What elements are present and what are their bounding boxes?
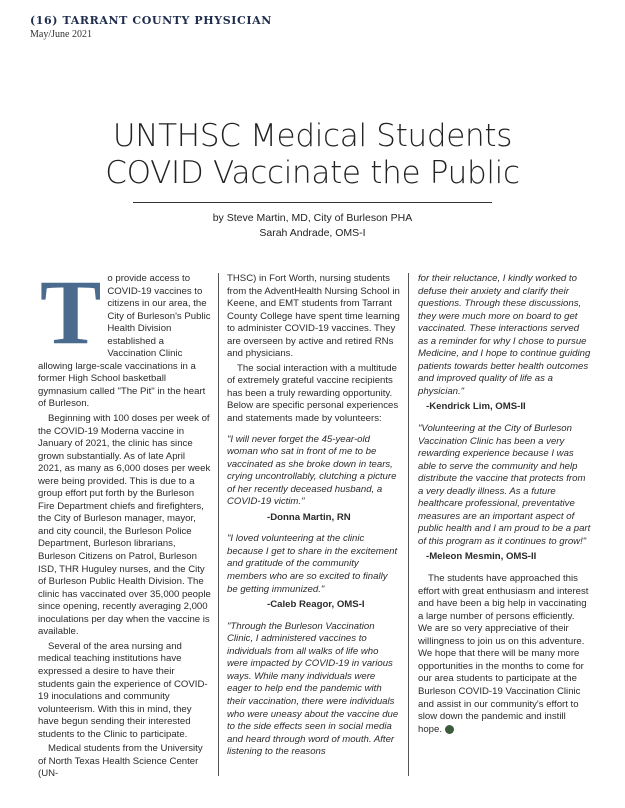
paragraph bbox=[38, 261, 211, 411]
article-title bbox=[0, 118, 625, 192]
paragraph-text: o provide access to COVID-19 vaccines to citizens in our area, the City of Burleson's Public Health Division established a Vaccination Clinic allowing large-scale vaccinations in a former High School basketball gymnasium called "The Pit" in the heart of Burleson. bbox=[38, 273, 211, 410]
paragraph: THSC) in Fort Worth, nursing students from the AdventHealth Nursing School in Keene, and EMT students from Tarrant County College have spent time learning to administer COVID-19 vaccines. They are overseen by active and retired RNs and physicians. bbox=[227, 273, 400, 360]
byline-author-2: Sarah Andrade, OMS-I bbox=[259, 227, 366, 239]
byline bbox=[0, 211, 625, 241]
drop-cap: T bbox=[40, 261, 102, 363]
quote-attribution: -Meleon Mesmin, OMS-II bbox=[426, 551, 537, 563]
quote: "Through the Burleson Vaccination Clinic, I administered vaccines to individuals from all walks of life who were impacted by COVID-19 in various ways. While many individuals were eager to help end the pandemic with their vaccination, there were individuals who were uneasy about the vaccine due to the side effects seen in social media and heard through word of mouth. After listening to the reasons bbox=[227, 620, 399, 758]
column-divider bbox=[408, 273, 409, 776]
paragraph: Several of the area nursing and medical teaching institutions have expressed a desire to have their students gain the experience of COVID-19 inoculations and community volunteerism. With this in mind, they have begun sending their interested students to the Clinic to participate. bbox=[38, 640, 208, 740]
quote-attribution: -Caleb Reagor, OMS-I bbox=[267, 599, 365, 611]
paragraph: Medical students from the University of North Texas Health Science Center (UN- bbox=[38, 743, 203, 780]
quote-attribution: -Kendrick Lim, OMS-II bbox=[426, 401, 526, 413]
end-mark-icon bbox=[445, 725, 454, 734]
paragraph: Beginning with 100 doses per week of the COVID-19 Moderna vaccine in January of 2021, the clinic has since grown substantially. As of late April 2021, as many as 6,000 doses per week were being provided. This is due to a group effort put forth by the Burleson Fire Department chiefs and firefighters, the City of Burleson manager, mayor, and city council, the Burleson Police Department, Burleson librarians, Burleson Citizens on Patrol, Burleson ISD, THR Huguley nurses, and the City of Burleson Public Health Division. The clinic has vaccinated over 35,000 people since opening, recently averaging 2,000 inoculations per day when the vaccine is available. bbox=[38, 413, 211, 638]
quote: "I will never forget the 45-year-old woman who sat in front of me to be vaccinated as she broke down in tears, crying uncontrollably, clutching a picture of her recently deceased husband, a COVID-19 victim." bbox=[227, 433, 397, 508]
paragraph: The social interaction with a multitude of extremely grateful vaccine recipients has been a truly rewarding opportunity. Below are specific personal experiences and statements made by volunteers: bbox=[227, 362, 399, 425]
title-divider bbox=[133, 202, 492, 203]
issue-date: May/June 2021 bbox=[30, 29, 92, 40]
byline-author-1: by Steve Martin, MD, City of Burleson PHA bbox=[212, 212, 413, 224]
publication-name: (16) TARRANT COUNTY PHYSICIAN bbox=[30, 14, 272, 27]
column-2 bbox=[227, 273, 400, 762]
column-1 bbox=[38, 261, 211, 783]
paragraph-text: The students have approached this effort with great enthusiasm and interest and have been a big help in vaccinating a large number of persons efficiently. We are so very appreciative of their willingness to join us on this adventure. We hope that there will be many more opportunities in the months to come for our area students to participate at the Burleson COVID-19 Vaccination Clinic and assist in our community's effort to slow down the pandemic and instill hope. bbox=[418, 573, 589, 735]
quote-attribution: -Donna Martin, RN bbox=[267, 511, 351, 523]
quote: "I loved volunteering at the clinic because I get to share in the excitement and gratitude of the community members who are so excited to finally be getting immunized." bbox=[227, 533, 398, 595]
page-header bbox=[30, 14, 272, 40]
column-divider bbox=[218, 273, 219, 776]
title-line-1: UNTHSC Medical Students bbox=[112, 118, 513, 154]
quote: "Volunteering at the City of Burleson Vaccination Clinic has been a very rewarding experience because I was able to serve the community and help distribute the vaccine that protects from a very deadly illness. As a future healthcare professional, preventative measures are an important aspect of public health and I am proud to be a part of this program as it continues to grow!" bbox=[418, 423, 591, 547]
quote-continued: for their reluctance, I kindly worked to defuse their anxiety and clarify their questions. Through these discussions, they were much more on board to get vaccinated. These interactions served as a reminder for why I chose to pursue Medicine, and I hope to continue guiding patients towards better health outcomes and improved quality of life as a physician." bbox=[418, 273, 591, 397]
paragraph bbox=[418, 573, 591, 736]
column-3 bbox=[418, 273, 591, 738]
title-line-2: COVID Vaccinate the Public bbox=[105, 155, 520, 191]
